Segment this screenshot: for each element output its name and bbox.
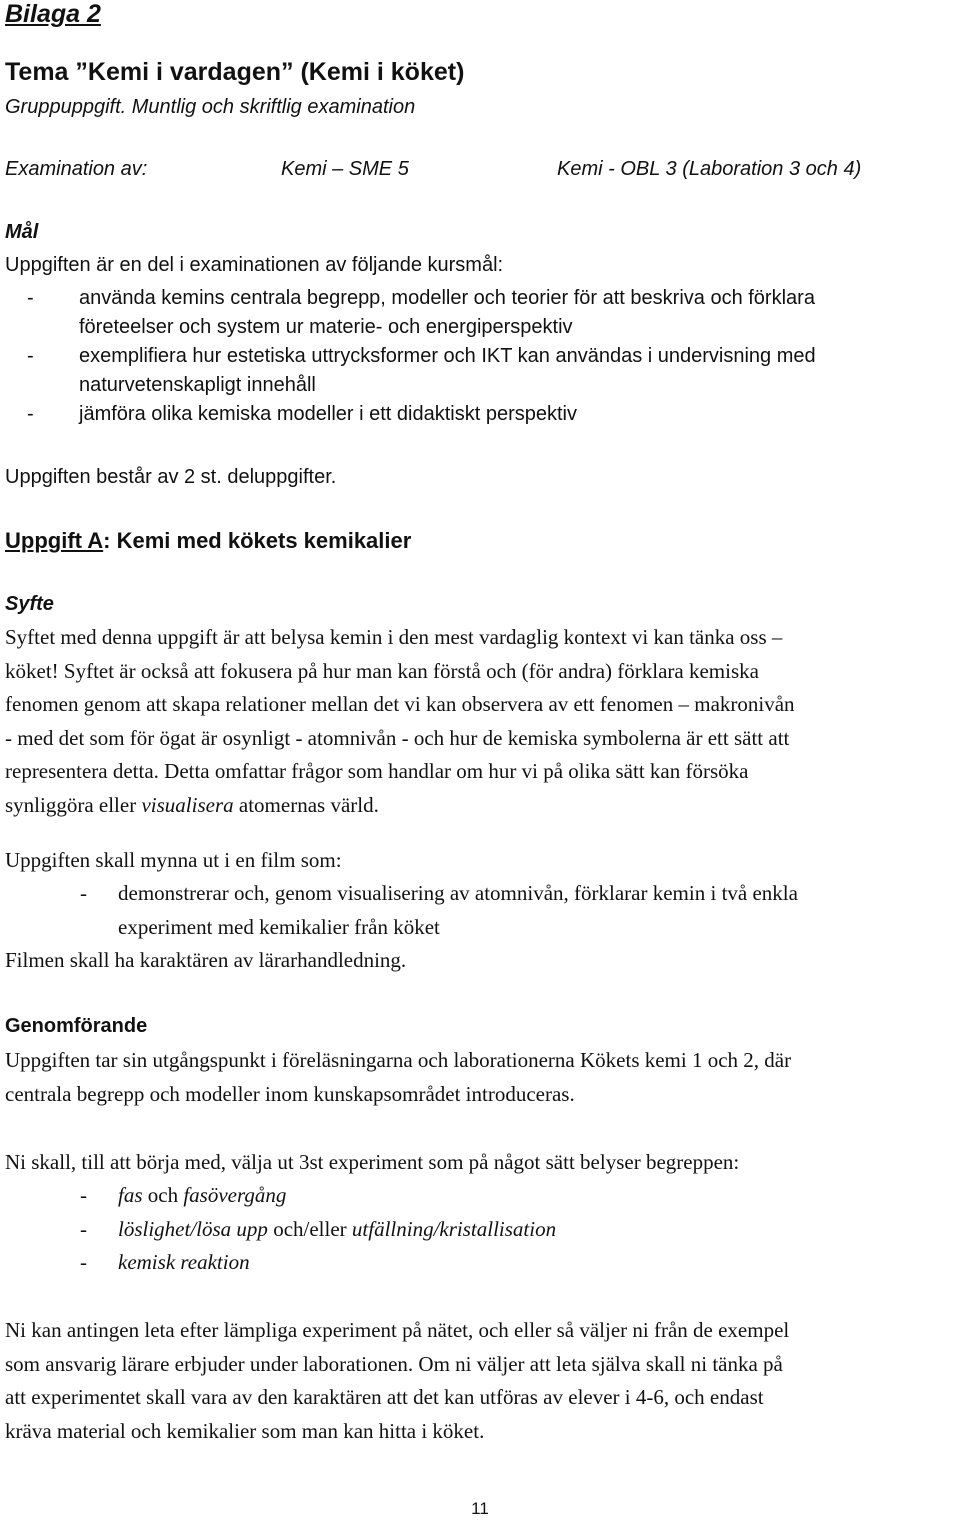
purpose-visualisera: visualisera [141, 793, 234, 817]
choose-item-1-dash: - [80, 1183, 87, 1207]
document-title: Tema ”Kemi i vardagen” (Kemi i köket) [5, 58, 465, 86]
execution-heading: Genomförande [5, 1015, 148, 1037]
exam-label: Examination av: [5, 158, 148, 180]
goals-heading: Mål [5, 221, 39, 243]
parts-count: Uppgiften består av 2 st. deluppgifter. [5, 466, 337, 488]
exam-course-2: Kemi - OBL 3 (Laboration 3 och 4) [557, 158, 862, 180]
purpose-line-5: representera detta. Detta omfattar frågor som handlar om hur vi på olika sätt kan försöka [5, 759, 749, 783]
term-loslighet: löslighet/lösa upp [118, 1217, 268, 1241]
purpose-heading: Syfte [5, 593, 54, 615]
term-utfallning: utfällning/kristallisation [351, 1217, 557, 1241]
film-bullet: demonstrerar och, genom visualisering av atomnivån, förklarar kemin i två enkla [118, 881, 798, 905]
film-outro: Filmen skall ha karaktären av lärarhandledning. [5, 948, 407, 972]
purpose-line-6-start: synliggöra eller [5, 793, 142, 817]
conjunction: och [142, 1183, 184, 1207]
document-subtitle: Gruppuppgift. Muntlig och skriftlig examination [5, 96, 416, 118]
choose-item-2-dash: - [80, 1217, 87, 1241]
task-a-title: : Kemi med kökets kemikalier [103, 528, 412, 553]
goals-bullet-3: jämföra olika kemiska modeller i ett didaktiskt perspektiv [79, 403, 577, 425]
choose-item-1 [118, 1183, 286, 1208]
goals-bullet-1: använda kemins centrala begrepp, modeller och teorier för att beskriva och förklara [79, 287, 815, 309]
goals-bullet-3-dash: - [27, 403, 34, 425]
goals-bullet-2-dash: - [27, 345, 34, 367]
choose-item-3: kemisk reaktion [118, 1250, 250, 1274]
page-number: 11 [471, 1499, 489, 1518]
search-line-1: Ni kan antingen leta efter lämpliga experiment på nätet, och eller så väljer ni från de exempel [5, 1318, 790, 1342]
appendix-label: Bilaga 2 [5, 0, 101, 28]
search-line-3: att experimentet skall vara av den karaktären att det kan utföras av elever i 4-6, och endast [5, 1385, 764, 1409]
film-bullet-dash: - [80, 881, 87, 905]
choose-item-2 [118, 1217, 556, 1242]
term-fas: fas [118, 1183, 143, 1207]
task-a-label: Uppgift A [5, 528, 104, 553]
film-intro: Uppgiften skall mynna ut i en film som: [5, 848, 342, 872]
purpose-line-2: köket! Syftet är också att fokusera på hur man kan förstå och (för andra) förklara kemiska [5, 659, 759, 683]
goals-intro: Uppgiften är en del i examinationen av följande kursmål: [5, 254, 504, 276]
goals-bullet-2-cont: naturvetenskapligt innehåll [79, 374, 316, 396]
choose-item-3-dash: - [80, 1250, 87, 1274]
exam-course-1: Kemi – SME 5 [281, 158, 409, 180]
choose-intro: Ni skall, till att börja med, välja ut 3st experiment som på något sätt belyser begreppen: [5, 1150, 740, 1174]
task-a-heading [5, 528, 411, 554]
purpose-line-3: fenomen genom att skapa relationer mellan det vi kan observera av ett fenomen – makronivån [5, 692, 795, 716]
purpose-line-6-end: atomernas värld. [233, 793, 379, 817]
execution-line-1: Uppgiften tar sin utgångspunkt i föreläsningarna och laborationerna Kökets kemi 1 och 2, där [5, 1048, 792, 1072]
search-line-2: som ansvarig lärare erbjuder under laborationen. Om ni väljer att leta själva skall ni tänka på [5, 1352, 783, 1376]
purpose-line-4: - med det som för ögat är osynligt - atomnivån - och hur de kemiska symbolerna är ett sätt att [5, 726, 790, 750]
goals-bullet-2: exemplifiera hur estetiska uttrycksformer och IKT kan användas i undervisning med [79, 345, 816, 367]
goals-bullet-1-cont: företeelser och system ur materie- och energiperspektiv [79, 316, 573, 338]
execution-line-2: centrala begrepp och modeller inom kunskapsområdet introduceras. [5, 1082, 575, 1106]
goals-bullet-1-dash: - [27, 287, 34, 309]
purpose-line-6 [5, 793, 379, 818]
film-bullet-cont: experiment med kemikalier från köket [118, 915, 440, 939]
purpose-line-1: Syftet med denna uppgift är att belysa kemin i den mest vardaglig kontext vi kan tänka oss – [5, 625, 783, 649]
term-fasovergang: fasövergång [183, 1183, 287, 1207]
conjunction: och/eller [267, 1217, 352, 1241]
search-line-4: kräva material och kemikalier som man kan hitta i köket. [5, 1419, 485, 1443]
